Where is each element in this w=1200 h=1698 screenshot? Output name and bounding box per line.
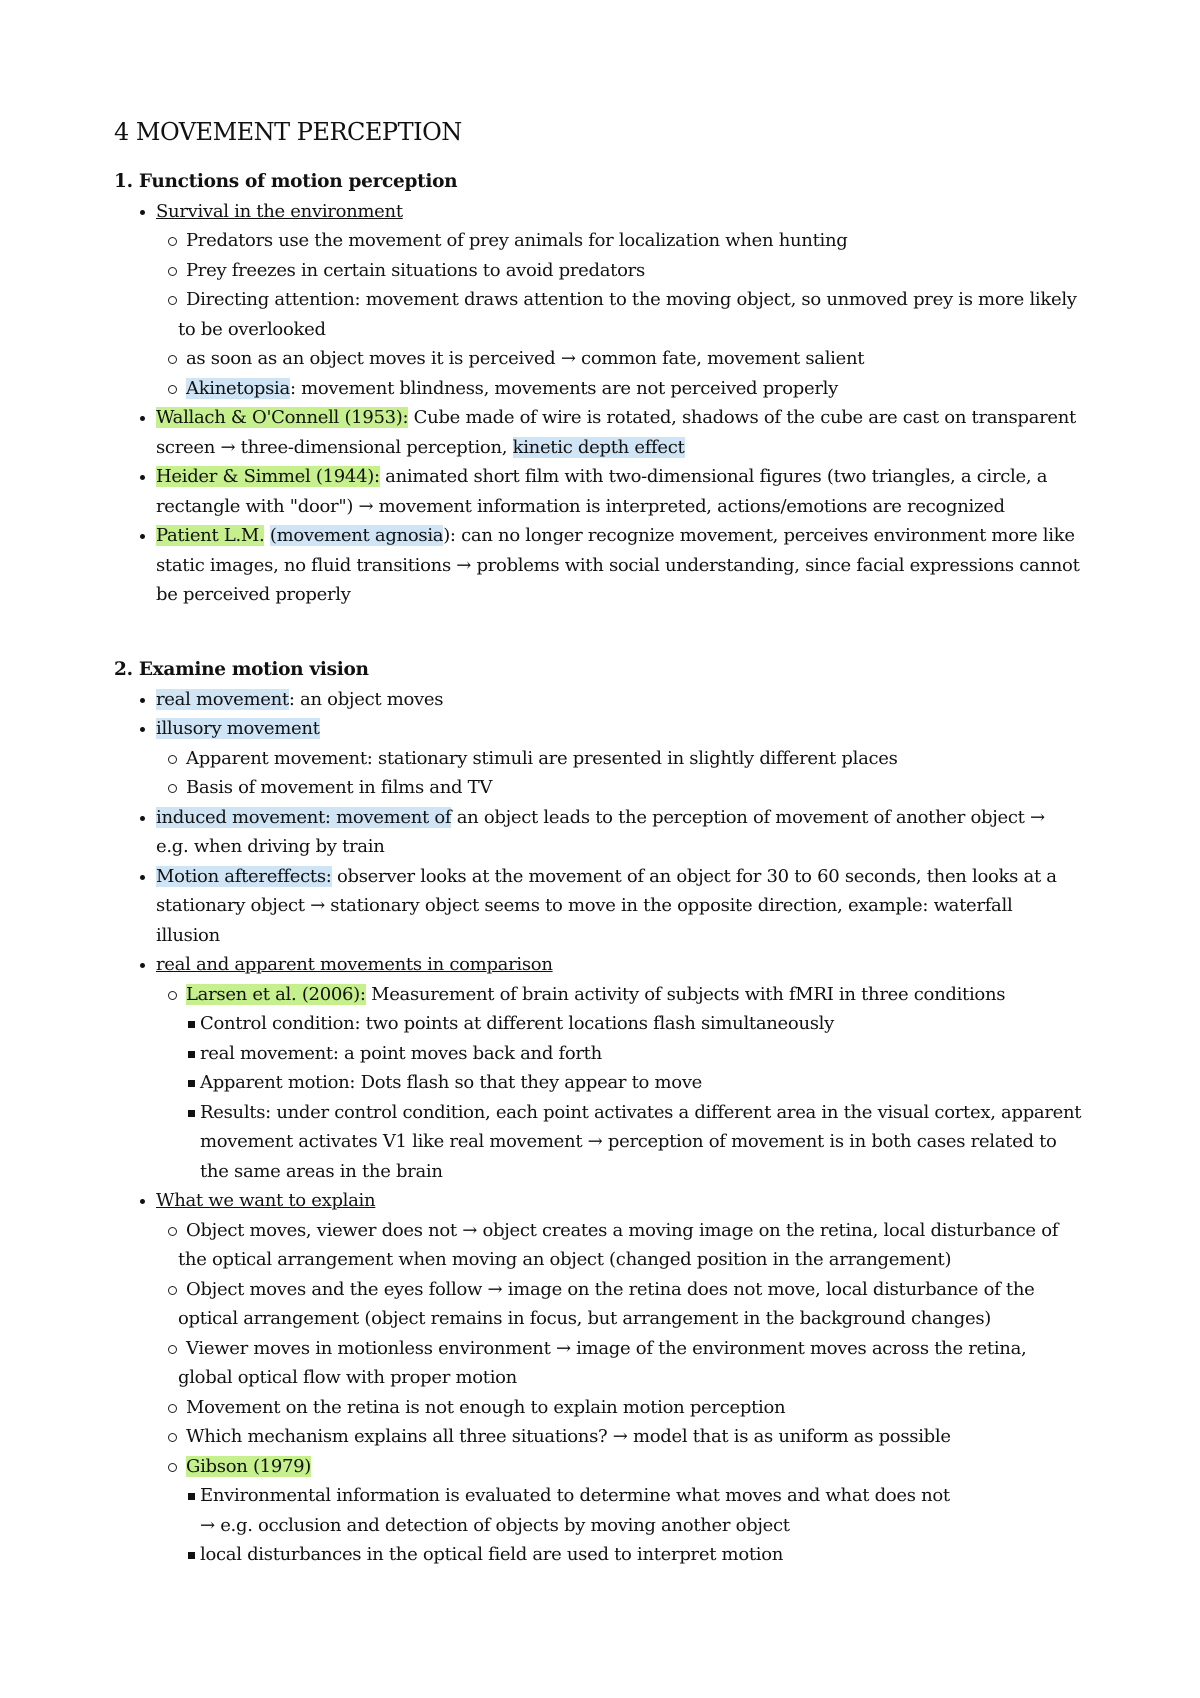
- highlight-term: Akinetopsia: [186, 377, 290, 399]
- item-text: optical arrangement (object remains in focus, but arrangement in the background changes): [178, 1308, 992, 1329]
- item-text: real movement: a point moves back and forth: [200, 1042, 602, 1064]
- circle-bullet-icon: [168, 784, 177, 793]
- bullet-icon: [140, 1199, 145, 1204]
- section-heading: 2. Examine motion vision: [114, 659, 369, 680]
- list-item: [114, 1481, 1114, 1540]
- highlight-term: induced movement: movement of: [156, 806, 452, 828]
- list-item: [114, 862, 1114, 951]
- bullet-icon: [140, 875, 145, 880]
- highlight-citation: Gibson (1979): [186, 1455, 312, 1477]
- list-item: [114, 1540, 1114, 1570]
- circle-bullet-icon: [168, 1286, 177, 1295]
- circle-bullet-icon: [168, 237, 177, 246]
- item-text: ): can no longer recognize movement, perceives environment more like: [443, 525, 1075, 546]
- circle-bullet-icon: [168, 1463, 177, 1472]
- list-item: [114, 374, 1114, 404]
- bullet-icon: [140, 698, 145, 703]
- highlight-citation: Wallach & O'Connell (1953):: [156, 407, 409, 428]
- list-item: [114, 226, 1114, 256]
- item-text: real and apparent movements in comparison: [156, 954, 553, 975]
- item-text: : movement blindness, movements are not perceived properly: [289, 377, 838, 399]
- item-text: Results: under control condition, each point activates a different area in the visual cortex, apparent: [200, 1101, 1082, 1123]
- item-text: Directing attention: movement draws attention to the moving object, so unmoved prey is more likely: [186, 289, 1077, 310]
- bullet-icon: [140, 416, 145, 421]
- item-text: the same areas in the brain: [200, 1160, 443, 1182]
- square-bullet-icon: [188, 1493, 195, 1500]
- list-item: [114, 1452, 1114, 1482]
- item-text: Which mechanism explains all three situations? → model that is as uniform as possible: [186, 1426, 951, 1447]
- item-text: to be overlooked: [178, 318, 326, 340]
- section-functions: [114, 167, 1114, 610]
- circle-bullet-icon: [168, 267, 177, 276]
- item-text: Basis of movement in films and TV: [186, 777, 493, 798]
- item-text: Cube made of wire is rotated, shadows of the cube are cast on transparent: [408, 407, 1076, 428]
- page-title: 4 MOVEMENT PERCEPTION: [114, 118, 462, 146]
- square-bullet-icon: [188, 1110, 195, 1117]
- square-bullet-icon: [188, 1021, 195, 1028]
- highlight-term: (movement agnosia: [269, 525, 444, 546]
- highlight-term: illusory movement: [156, 718, 320, 739]
- list-item: [114, 403, 1114, 462]
- list-item: [114, 1068, 1114, 1098]
- bullet-icon: [140, 816, 145, 821]
- highlight-citation: Larsen et al. (2006):: [186, 983, 366, 1005]
- item-text: global optical flow with proper motion: [178, 1367, 517, 1388]
- item-text: screen → three-dimensional perception,: [156, 436, 513, 458]
- item-text: Object moves, viewer does not → object creates a moving image on the retina, local disturbance of: [186, 1219, 1059, 1241]
- circle-bullet-icon: [168, 991, 177, 1000]
- item-text: Predators use the movement of prey animals for localization when hunting: [186, 230, 848, 251]
- list-item: [114, 744, 1114, 774]
- item-text: Object moves and the eyes follow → image on the retina does not move, local disturbance of the: [186, 1278, 1035, 1300]
- highlight-term: kinetic depth effect: [512, 436, 685, 458]
- item-text: Environmental information is evaluated to determine what moves and what does not: [200, 1485, 950, 1506]
- item-text: as soon as an object moves it is perceived → common fate, movement salient: [186, 348, 865, 369]
- bullet-icon: [140, 475, 145, 480]
- item-text: Control condition: two points at different locations flash simultaneously: [200, 1013, 835, 1034]
- item-text: rectangle with "door") → movement information is interpreted, actions/emotions are recognized: [156, 495, 1005, 517]
- circle-bullet-icon: [168, 355, 177, 364]
- item-text: animated short film with two-dimensional figures (two triangles, a circle, a: [379, 466, 1048, 487]
- circle-bullet-icon: [168, 755, 177, 764]
- list-item: [114, 1039, 1114, 1069]
- item-text: Measurement of brain activity of subjects with fMRI in three conditions: [365, 983, 1006, 1005]
- list-item: [114, 344, 1114, 374]
- bullet-icon: [140, 727, 145, 732]
- list-item: [114, 285, 1114, 315]
- square-bullet-icon: [188, 1051, 195, 1058]
- item-text: What we want to explain: [156, 1190, 376, 1211]
- list-item: [114, 685, 1114, 715]
- circle-bullet-icon: [168, 1227, 177, 1236]
- list-item: [114, 1009, 1114, 1039]
- item-text: Prey freezes in certain situations to avoid predators: [186, 259, 645, 281]
- highlight-citation: Patient L.M.: [156, 525, 265, 546]
- item-text: observer looks at the movement of an object for 30 to 60 seconds, then looks at a: [331, 865, 1057, 887]
- bullet-icon: [140, 210, 145, 215]
- list-item: [114, 1334, 1114, 1364]
- item-text: an object leads to the perception of movement of another object →: [451, 806, 1045, 828]
- item-text: e.g. when driving by train: [156, 836, 385, 857]
- item-text: Survival in the environment: [156, 200, 403, 222]
- item-text: Apparent motion: Dots flash so that they appear to move: [200, 1072, 703, 1093]
- item-text: local disturbances in the optical field are used to interpret motion: [200, 1544, 784, 1565]
- list-item: [114, 1393, 1114, 1423]
- section-examine: [114, 655, 1114, 1570]
- list-item: [114, 714, 1114, 744]
- circle-bullet-icon: [168, 385, 177, 394]
- item-text: movement activates V1 like real movement → perception of movement is in both cases related to: [200, 1131, 1057, 1152]
- bullet-icon: [140, 534, 145, 539]
- highlight-term: real movement: [156, 688, 289, 710]
- item-text: Viewer moves in motionless environment → image of the environment moves across the retina,: [186, 1337, 1027, 1359]
- list-item-continuation: [114, 315, 1114, 345]
- list-item-continuation: [114, 1304, 1114, 1334]
- list-item: [114, 1275, 1114, 1305]
- list-item-continuation: [114, 1245, 1114, 1275]
- list-item: [114, 950, 1114, 980]
- list-item: [114, 197, 1114, 227]
- list-item: [114, 521, 1114, 610]
- item-text: illusion: [156, 924, 220, 946]
- list-item: [114, 803, 1114, 862]
- list-item: [114, 773, 1114, 803]
- list-item: [114, 1422, 1114, 1452]
- circle-bullet-icon: [168, 296, 177, 305]
- circle-bullet-icon: [168, 1345, 177, 1354]
- list-item: [114, 1098, 1114, 1187]
- highlight-term: Motion aftereffects:: [156, 865, 332, 887]
- list-item: [114, 462, 1114, 521]
- square-bullet-icon: [188, 1552, 195, 1559]
- list-item: [114, 1186, 1114, 1216]
- item-text: : an object moves: [288, 688, 444, 710]
- list-item: [114, 1216, 1114, 1246]
- list-item-continuation: [114, 1363, 1114, 1393]
- section-heading: 1. Functions of motion perception: [114, 171, 458, 192]
- list-item: [114, 256, 1114, 286]
- item-text: the optical arrangement when moving an object (changed position in the arrangement): [178, 1249, 952, 1270]
- item-text: be perceived properly: [156, 584, 351, 605]
- item-text: stationary object → stationary object seems to move in the opposite direction, example: waterfall: [156, 895, 1013, 916]
- item-text: Apparent movement: stationary stimuli are presented in slightly different places: [186, 747, 898, 769]
- item-text: Movement on the retina is not enough to explain motion perception: [186, 1396, 786, 1418]
- item-text: static images, no fluid transitions → problems with social understanding, since facial expressions cannot: [156, 554, 1080, 576]
- circle-bullet-icon: [168, 1433, 177, 1442]
- list-item: [114, 980, 1114, 1010]
- item-text: → e.g. occlusion and detection of objects by moving another object: [200, 1514, 790, 1536]
- circle-bullet-icon: [168, 1404, 177, 1413]
- highlight-citation: Heider & Simmel (1944):: [156, 466, 380, 487]
- bullet-icon: [140, 963, 145, 968]
- square-bullet-icon: [188, 1080, 195, 1087]
